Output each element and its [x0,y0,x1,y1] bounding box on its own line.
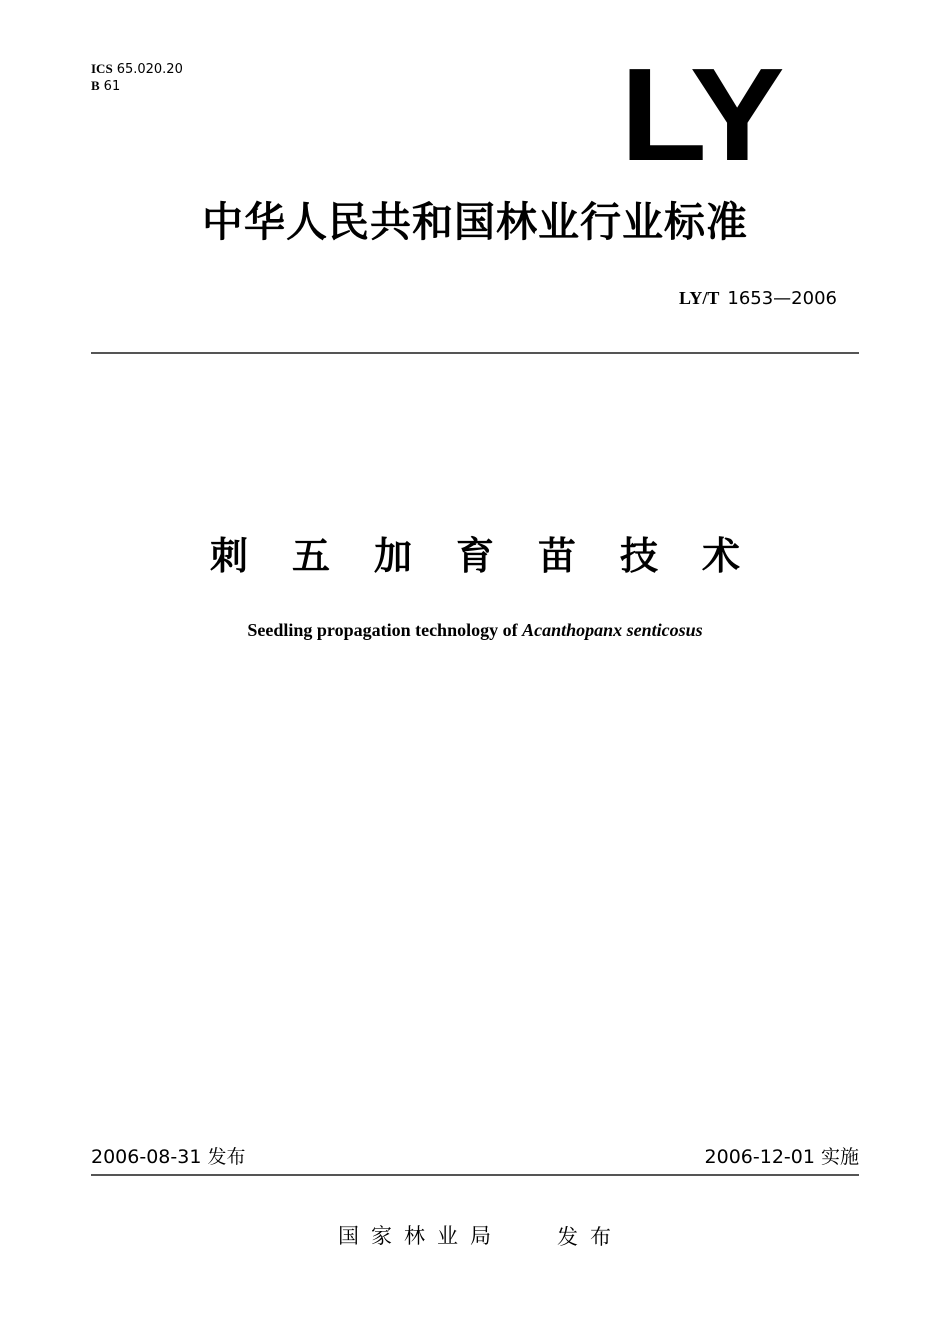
subtitle-latin-name: Acanthopanx senticosus [522,620,703,640]
industry-mark-logo: LY [620,41,781,188]
subtitle-english: Seedling propagation technology of [247,620,523,640]
issue-date: 2006-08-31 发布 [91,1146,246,1168]
standard-title: 中华人民共和国林业行业标准 [202,198,748,246]
document-subtitle [0,618,950,642]
document-title: 刺五加育苗技术 [209,534,784,578]
top-divider [91,352,859,354]
standard-number-prefix: LY/T [679,288,720,308]
ics-code: 65.020.20 [116,62,183,77]
publish-word: 发布 [557,1225,623,1249]
ccs-classification [91,78,120,95]
standard-number [679,287,837,310]
bottom-divider [91,1174,859,1176]
ccs-code: 61 [103,79,121,94]
publisher: 国家林业局 [338,1224,503,1248]
ics-label: ICS [91,61,113,76]
ics-classification [91,61,183,78]
standard-number-value: 1653—2006 [727,288,837,309]
ccs-label: B [91,78,100,93]
effective-date: 2006-12-01 实施 [704,1146,859,1168]
